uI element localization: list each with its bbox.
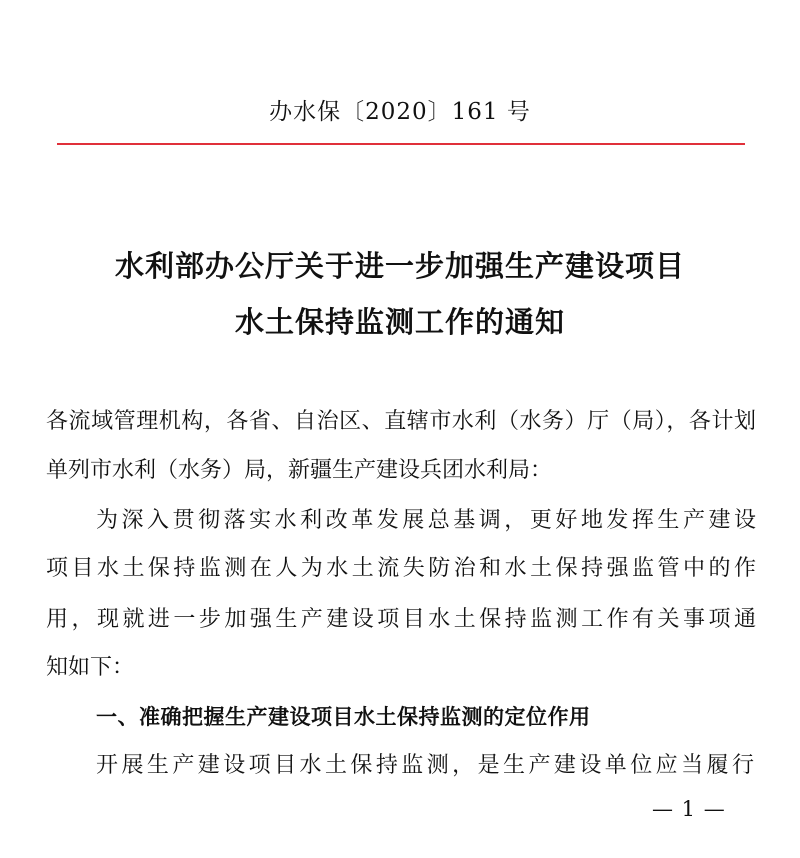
document-title-line-1: 水利部办公厅关于进一步加强生产建设项目 [114, 249, 685, 283]
body-paragraph-line-3: 用，现就进一步加强生产建设项目水土保持监测工作有关事项通 [46, 607, 756, 632]
addressee-line-1: 各流域管理机构，各省、自治区、直辖市水利（水务）厅（局），各计划 [46, 409, 756, 434]
red-header-rule [57, 143, 745, 145]
body-paragraph-line-4: 知如下： [46, 655, 135, 680]
section-body-line-1: 开展生产建设项目水土保持监测，是生产建设单位应当履行 [96, 753, 754, 778]
document-number: 办水保〔2020〕161 号 [269, 99, 531, 125]
body-paragraph-line-1: 为深入贯彻落实水利改革发展总基调，更好地发挥生产建设 [96, 508, 756, 533]
addressee-line-2: 单列市水利（水务）局，新疆生产建设兵团水利局： [46, 458, 553, 483]
section-heading-1: 一、准确把握生产建设项目水土保持监测的定位作用 [96, 705, 591, 729]
body-paragraph-line-2: 项目水土保持监测在人为水土流失防治和水土保持强监管中的作 [46, 556, 756, 581]
document-title-line-2: 水土保持监测工作的通知 [234, 305, 565, 339]
page-number: — 1 — [652, 797, 726, 821]
